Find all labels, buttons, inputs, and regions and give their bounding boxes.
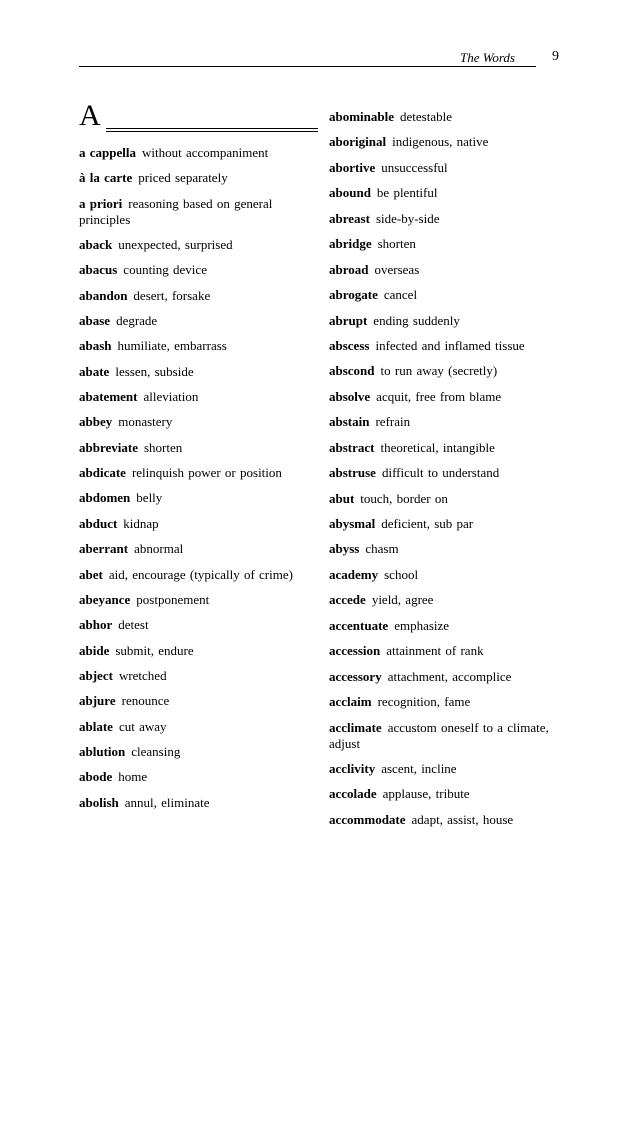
- entry-word: abet: [79, 566, 103, 582]
- entry-word: ablution: [79, 743, 126, 759]
- entry-word: abacus: [79, 262, 118, 278]
- running-header: [79, 49, 559, 69]
- section-heading: [79, 101, 304, 133]
- dictionary-entry: [329, 812, 559, 828]
- entry-word: abode: [79, 769, 113, 785]
- entry-definition: annul, eliminate: [124, 794, 210, 810]
- entry-definition: emphasize: [394, 617, 450, 633]
- dictionary-entry: [79, 288, 304, 304]
- dictionary-entry: [329, 185, 559, 201]
- entry-definition: accustom oneself to a climate, adjust: [329, 719, 549, 751]
- header-rule: [79, 66, 536, 67]
- entry-definition: deficient, sub par: [381, 516, 474, 531]
- dictionary-entry: [79, 262, 304, 278]
- dictionary-entry: [79, 617, 304, 633]
- page-number: 9: [552, 49, 559, 64]
- dictionary-entry: [329, 262, 559, 278]
- entry-definition: alleviation: [143, 389, 199, 405]
- entry-word: abstruse: [329, 465, 376, 481]
- entry-word: abbey: [79, 414, 113, 430]
- dictionary-entry: [329, 414, 559, 430]
- entry-word: abroad: [329, 261, 369, 277]
- dictionary-entry: [329, 592, 559, 608]
- entry-word: accentuate: [329, 617, 389, 633]
- entry-definition: desert, forsake: [133, 287, 211, 303]
- entry-word: acclivity: [329, 760, 376, 776]
- entry-word: abominable: [329, 109, 395, 124]
- entry-definition: difficult to understand: [381, 465, 500, 481]
- entry-definition: acquit, free from blame: [376, 388, 502, 404]
- entry-word: abbreviate: [79, 439, 138, 455]
- dictionary-entry: [329, 134, 559, 150]
- entry-word: accommodate: [329, 811, 406, 827]
- dictionary-entry: [329, 720, 559, 752]
- entry-word: abut: [329, 490, 355, 506]
- dictionary-entry: [79, 145, 304, 161]
- entry-word: abjure: [79, 693, 116, 709]
- entry-definition: priced separately: [138, 170, 228, 186]
- entry-word: abash: [79, 338, 112, 354]
- entry-word: accolade: [329, 786, 377, 802]
- entry-word: abrogate: [329, 287, 378, 303]
- entry-word: accessory: [329, 668, 382, 684]
- entry-word: abysmal: [329, 516, 376, 531]
- entry-definition: renounce: [121, 693, 170, 709]
- entry-definition: humiliate, embarrass: [117, 338, 227, 354]
- dictionary-entry: [79, 170, 304, 186]
- entry-definition: touch, border on: [360, 490, 448, 506]
- entry-definition: ending suddenly: [373, 312, 460, 328]
- entry-definition: unexpected, surprised: [118, 237, 233, 253]
- entry-word: acclaim: [329, 694, 372, 710]
- section-rule: [106, 128, 318, 129]
- entry-definition: school: [384, 566, 419, 582]
- entry-definition: chasm: [365, 541, 399, 557]
- entry-definition: counting device: [123, 262, 207, 278]
- entry-definition: cut away: [118, 718, 167, 734]
- entry-definition: side-by-side: [375, 210, 440, 226]
- entry-word: abhor: [79, 617, 113, 633]
- entry-word: à la carte: [79, 170, 133, 186]
- dictionary-entry: [79, 592, 304, 608]
- running-title: The Words: [459, 50, 515, 65]
- entry-definition: postponement: [136, 591, 210, 607]
- entry-definition: refrain: [375, 414, 411, 430]
- dictionary-entry: [79, 668, 304, 684]
- entry-word: abridge: [329, 236, 372, 252]
- dictionary-entry: [329, 491, 559, 507]
- dictionary-entry: [329, 440, 559, 456]
- dictionary-entry: [329, 567, 559, 583]
- dictionary-entry: [79, 516, 304, 532]
- section-letter: A: [79, 99, 101, 132]
- dictionary-entry: [79, 693, 304, 709]
- dictionary-entry: [329, 516, 559, 532]
- entry-definition: degrade: [116, 313, 158, 329]
- entry-word: abrupt: [329, 312, 368, 328]
- entry-definition: shorten: [143, 439, 183, 455]
- dictionary-entry: [79, 465, 304, 481]
- entry-definition: unsuccessful: [381, 159, 448, 175]
- dictionary-entry: [329, 761, 559, 777]
- entry-definition: overseas: [374, 261, 420, 277]
- dictionary-entry: [79, 237, 304, 253]
- entry-definition: indigenous, native: [392, 134, 489, 150]
- dictionary-entry: [329, 160, 559, 176]
- entry-word: accession: [329, 643, 381, 659]
- entry-word: accede: [329, 592, 366, 608]
- entry-definition: infected and inflamed tissue: [375, 337, 525, 353]
- entry-definition: attainment of rank: [386, 643, 484, 659]
- dictionary-entry: [329, 786, 559, 802]
- entry-definition: kidnap: [123, 515, 159, 531]
- dictionary-entry: [79, 769, 304, 785]
- entry-definition: adapt, assist, house: [411, 811, 514, 827]
- entry-word: absolve: [329, 388, 371, 404]
- dictionary-entry: [329, 465, 559, 481]
- entry-definition: monastery: [118, 414, 173, 430]
- entry-definition: wretched: [118, 667, 167, 683]
- dictionary-entry: [329, 618, 559, 634]
- entry-word: abscess: [329, 337, 370, 353]
- entry-word: abortive: [329, 159, 376, 175]
- entry-word: abatement: [79, 389, 138, 405]
- entry-definition: shorten: [377, 236, 416, 252]
- entry-word: abolish: [79, 794, 119, 810]
- dictionary-entry: [329, 313, 559, 329]
- dictionary-entry: [79, 490, 304, 506]
- dictionary-entry: [329, 287, 559, 303]
- dictionary-entry: [79, 313, 304, 329]
- dictionary-entry: [79, 795, 304, 811]
- entry-word: abdicate: [79, 465, 126, 481]
- entry-definition: detest: [118, 617, 149, 633]
- entry-word: abyss: [329, 541, 360, 557]
- entry-word: abstain: [329, 414, 370, 430]
- entry-word: abduct: [79, 515, 118, 531]
- dictionary-entry: [329, 541, 559, 557]
- entry-word: abscond: [329, 363, 375, 379]
- entry-word: aback: [79, 237, 113, 253]
- dictionary-entry: [329, 236, 559, 252]
- entry-word: abound: [329, 185, 371, 201]
- entry-definition: theoretical, intangible: [380, 439, 495, 455]
- dictionary-entry: [329, 338, 559, 354]
- entry-word: abeyance: [79, 591, 131, 607]
- entry-definition: lessen, subside: [115, 363, 194, 379]
- entry-definition: be plentiful: [376, 185, 438, 201]
- dictionary-entry: [79, 389, 304, 405]
- dictionary-entry: [329, 109, 559, 125]
- dictionary-entry: [329, 363, 559, 379]
- right-column: [329, 109, 559, 837]
- dictionary-entry: [79, 414, 304, 430]
- entry-word: a priori: [79, 195, 123, 211]
- entry-word: abate: [79, 363, 110, 379]
- entry-word: aberrant: [79, 541, 129, 557]
- entry-definition: cancel: [383, 287, 418, 303]
- dictionary-entry: [79, 338, 304, 354]
- entry-word: ablate: [79, 718, 113, 734]
- dictionary-entry: [329, 669, 559, 685]
- entry-definition: aid, encourage (typically of crime): [108, 566, 293, 582]
- dictionary-entry: [329, 211, 559, 227]
- entry-definition: submit, endure: [115, 642, 194, 658]
- dictionary-entry: [329, 643, 559, 659]
- entry-definition: home: [118, 769, 148, 785]
- entry-definition: recognition, fame: [377, 694, 471, 710]
- entry-word: abstract: [329, 439, 375, 455]
- entry-definition: cleansing: [131, 743, 181, 759]
- entry-definition: relinquish power or position: [131, 465, 282, 481]
- entry-definition: ascent, incline: [381, 760, 457, 776]
- entry-word: abject: [79, 667, 113, 683]
- entry-word: abandon: [79, 287, 128, 303]
- entry-definition: applause, tribute: [382, 786, 470, 802]
- dictionary-entry: [79, 719, 304, 735]
- dictionary-entry: [79, 196, 304, 228]
- entry-definition: belly: [136, 490, 163, 506]
- dictionary-entry: [79, 744, 304, 760]
- dictionary-entry: [329, 389, 559, 405]
- section-rule-lower: [106, 131, 318, 132]
- entry-word: abase: [79, 313, 111, 329]
- entry-definition: yield, agree: [371, 592, 434, 608]
- entry-definition: reasoning based on general principles: [79, 195, 273, 227]
- dictionary-entry: [79, 567, 304, 583]
- entry-word: abide: [79, 642, 110, 658]
- dictionary-entry: [79, 541, 304, 557]
- entry-definition: to run away (secretly): [380, 363, 498, 379]
- entry-word: academy: [329, 566, 379, 582]
- dictionary-entry: [329, 694, 559, 710]
- entry-word: a cappella: [79, 145, 136, 160]
- dictionary-entry: [79, 364, 304, 380]
- dictionary-entry: [79, 440, 304, 456]
- entry-word: aboriginal: [329, 134, 387, 150]
- entry-definition: detestable: [400, 109, 452, 124]
- entry-word: abreast: [329, 210, 370, 226]
- dictionary-entry: [79, 643, 304, 659]
- left-column: [79, 101, 304, 820]
- entry-definition: without accompaniment: [141, 145, 269, 160]
- entry-definition: abnormal: [134, 541, 184, 557]
- entry-word: acclimate: [329, 719, 382, 735]
- entry-word: abdomen: [79, 490, 131, 506]
- entry-definition: attachment, accomplice: [387, 668, 512, 684]
